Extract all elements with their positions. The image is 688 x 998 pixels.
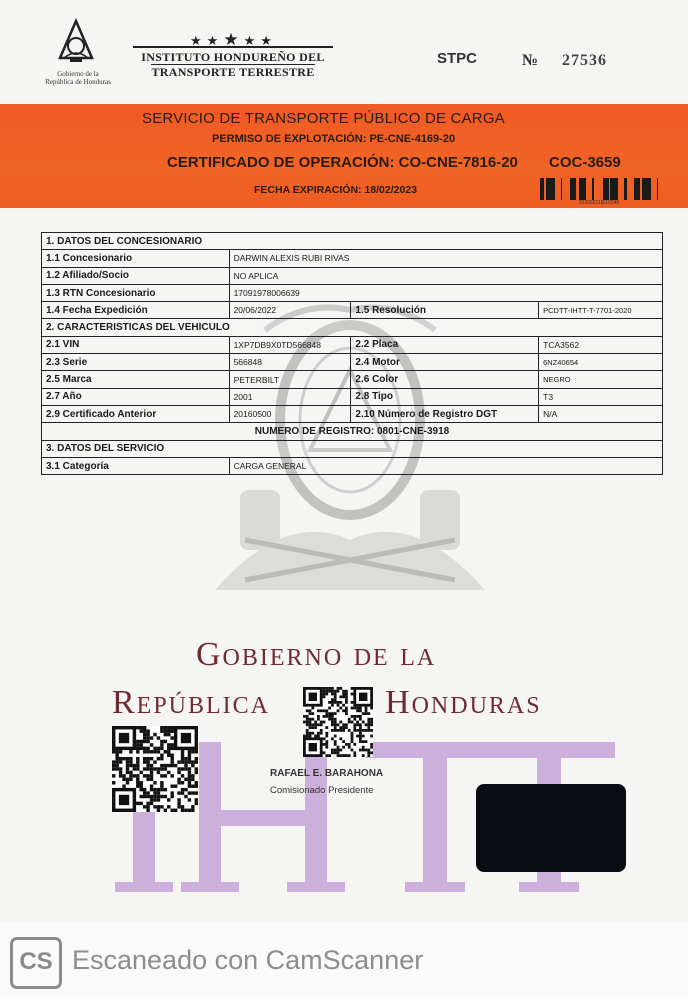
barcode-text: 20200211|E16048: [578, 200, 620, 206]
field-label: 2.8 Tipo: [351, 388, 539, 405]
field-value: 2001: [229, 388, 351, 405]
field-label: 3.1 Categoría: [42, 457, 230, 474]
number-sign: №: [522, 52, 539, 69]
field-value: PCDTT-IHTT-T-7701-2020: [539, 302, 663, 319]
government-line2-a: República: [112, 684, 271, 721]
table-row: [42, 319, 663, 336]
field-label: 2.1 VIN: [42, 336, 230, 353]
stars-icon: ★★★★★: [190, 30, 277, 49]
field-label: 1.3 RTN Concesionario: [42, 284, 230, 301]
institute-line1: INSTITUTO HONDUREÑO DEL: [141, 50, 325, 64]
field-label: 1.4 Fecha Expedición: [42, 302, 230, 319]
field-label: 2.9 Certificado Anterior: [42, 405, 230, 422]
gov-caption-line1: Gobierno de la: [57, 70, 99, 78]
table-row: [42, 440, 663, 457]
field-value: 17091978006639: [229, 284, 662, 301]
table-row: [42, 233, 663, 250]
government-line2-b: Honduras: [385, 684, 542, 721]
table-row: [42, 423, 663, 440]
field-value: 6NZ40654: [539, 354, 663, 371]
government-line1: Gobierno de la: [196, 636, 437, 673]
qr-code-icon: [303, 687, 373, 757]
field-label: 2.3 Serie: [42, 354, 230, 371]
scanned-with-text: Escaneado con CamScanner: [72, 945, 424, 975]
field-value: TCA3562: [539, 336, 663, 353]
gov-caption-line2: República de Honduras: [45, 78, 111, 86]
table-row: [42, 267, 663, 284]
institute-title: [133, 46, 333, 79]
table-row: [42, 250, 663, 267]
registry-number: NUMERO DE REGISTRO: 0801-CNE-3918: [42, 423, 663, 440]
barcode-icon: [540, 178, 658, 200]
field-value: CARGA GENERAL: [229, 457, 662, 474]
field-label: 1.1 Concesionario: [42, 250, 230, 267]
section-service: 3. DATOS DEL SERVICIO: [42, 440, 663, 457]
table-row: [42, 457, 663, 474]
expiry-date: FECHA EXPIRACIÓN: 18/02/2023: [254, 184, 418, 196]
redacted-block: [476, 784, 626, 872]
field-value: NEGRO: [539, 371, 663, 388]
permit-number: PERMISO DE EXPLOTACIÓN: PE-CNE-4169-20: [212, 133, 456, 145]
service-title: SERVICIO DE TRANSPORTE PÚBLICO DE CARGA: [142, 110, 505, 127]
table-row: [42, 284, 663, 301]
field-label: 1.2 Afiliado/Socio: [42, 267, 230, 284]
table-row: [42, 405, 663, 422]
data-table: [41, 232, 663, 475]
stpc-label: STPC: [437, 50, 478, 67]
operation-certificate: CERTIFICADO DE OPERACIÓN: CO-CNE-7816-20: [167, 154, 518, 171]
camscanner-logo-icon: [10, 937, 62, 989]
gov-caption: [26, 70, 130, 86]
signer-name: RAFAEL E. BARAHONA: [270, 768, 384, 779]
honduras-seal-icon: [56, 18, 96, 64]
qr-code-icon: [112, 726, 198, 812]
table-row: [42, 354, 663, 371]
field-label: 2.5 Marca: [42, 371, 230, 388]
field-label: 2.2 Placa: [351, 336, 539, 353]
institute-line2: TRANSPORTE TERRESTRE: [151, 65, 315, 79]
field-value: 566848: [229, 354, 351, 371]
serial-number: 27536: [562, 52, 607, 69]
field-label: 2.7 Año: [42, 388, 230, 405]
field-value: N/A: [539, 405, 663, 422]
table-row: [42, 371, 663, 388]
field-value: PETERBILT: [229, 371, 351, 388]
coc-number: COC-3659: [549, 154, 621, 171]
field-value: 1XP7DB9X0TD566848: [229, 336, 351, 353]
field-label: 2.4 Motor: [351, 354, 539, 371]
section-concessionaire: 1. DATOS DEL CONCESIONARIO: [42, 233, 663, 250]
table-row: [42, 388, 663, 405]
signer-role: Comisionado Presidente: [270, 785, 374, 796]
field-value: DARWIN ALEXIS RUBI RIVAS: [229, 250, 662, 267]
camscanner-logo-text: CS: [19, 948, 53, 975]
table-row: [42, 302, 663, 319]
field-label: 2.10 Número de Registro DGT: [351, 405, 539, 422]
field-value: 20/06/2022: [229, 302, 351, 319]
field-value: T3: [539, 388, 663, 405]
field-value: 20160500: [229, 405, 351, 422]
section-vehicle: 2. CARACTERISTICAS DEL VEHICULO: [42, 319, 663, 336]
field-label: 2.6 Color: [351, 371, 539, 388]
field-value: NO APLICA: [229, 267, 662, 284]
field-label: 1.5 Resolución: [351, 302, 539, 319]
table-row: [42, 336, 663, 353]
